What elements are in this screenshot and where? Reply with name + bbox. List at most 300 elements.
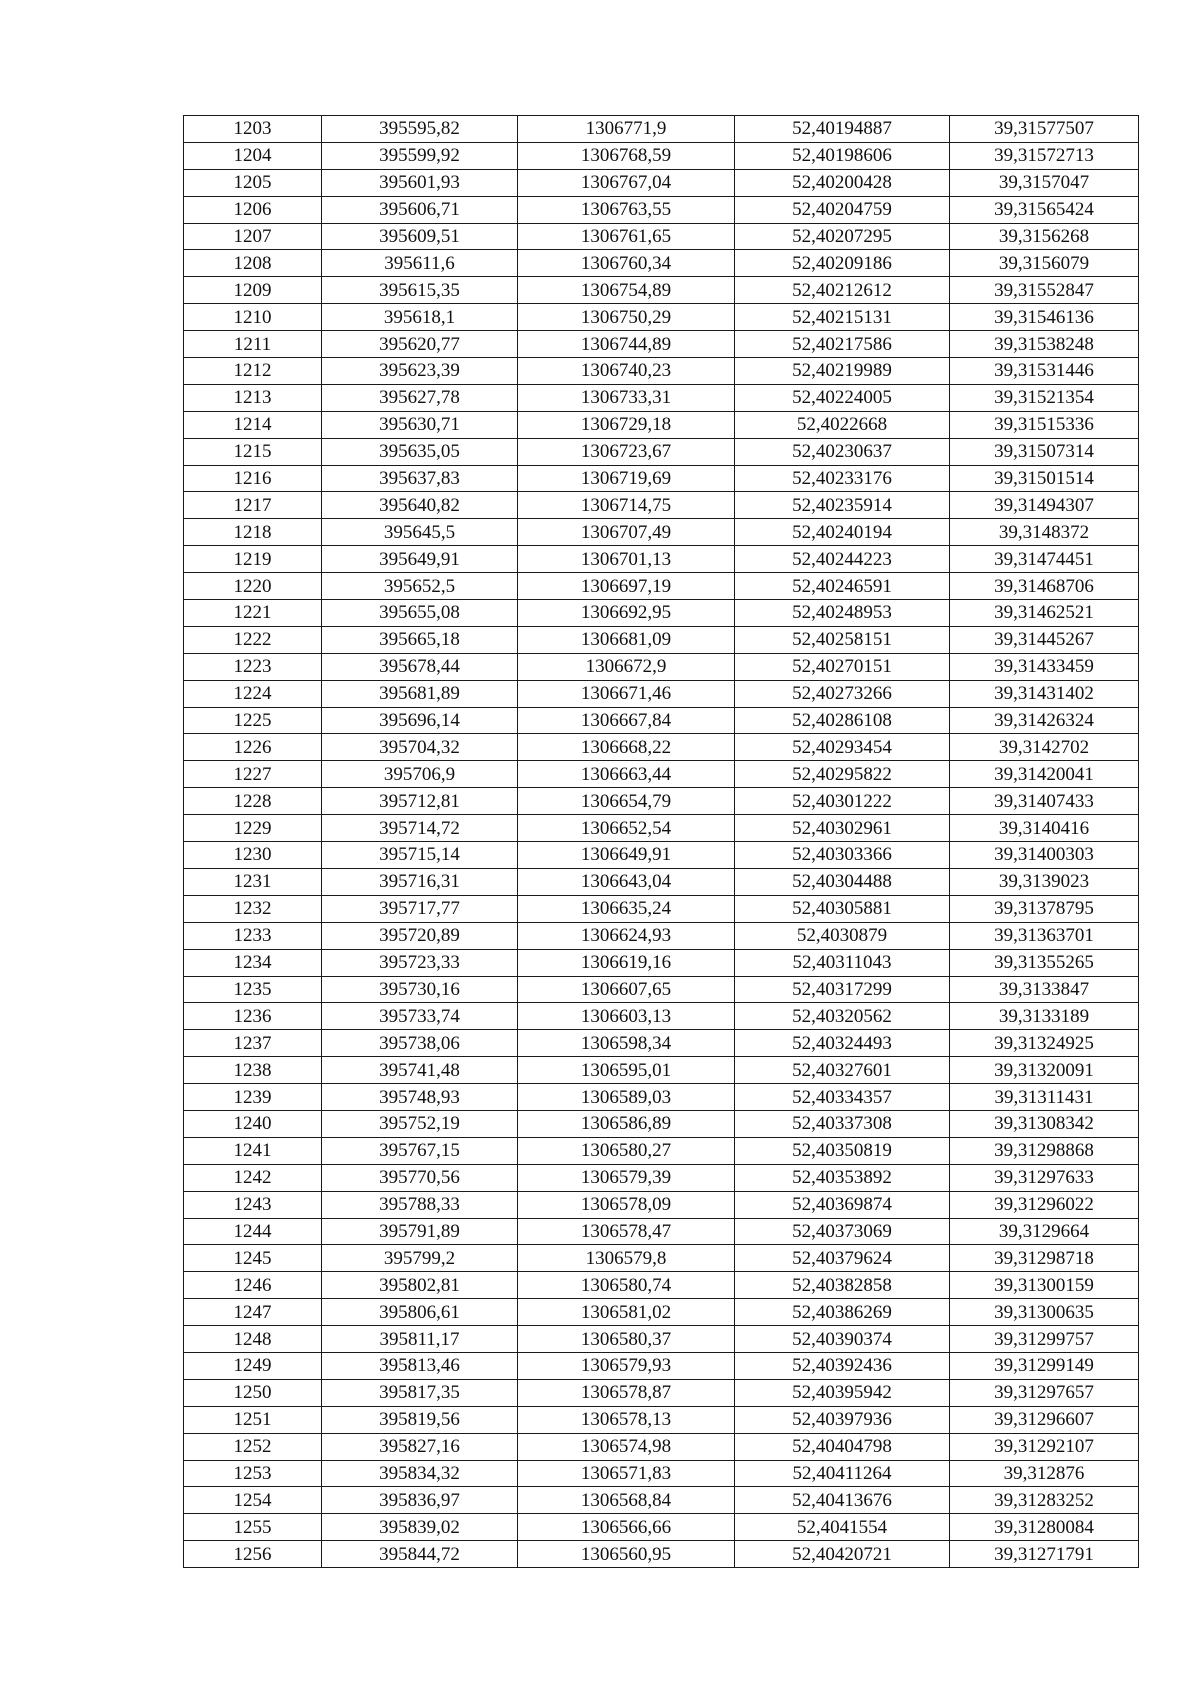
y-coordinate-cell: 1306580,37	[518, 1326, 735, 1353]
latitude-cell: 52,40293454	[735, 734, 950, 761]
x-coordinate-cell: 395601,93	[322, 169, 518, 196]
longitude-cell: 39,31552847	[950, 277, 1139, 304]
point-number-cell: 1248	[184, 1326, 322, 1353]
longitude-cell: 39,31468706	[950, 573, 1139, 600]
latitude-cell: 52,40215131	[735, 304, 950, 331]
point-number-cell: 1232	[184, 895, 322, 922]
y-coordinate-cell: 1306571,83	[518, 1460, 735, 1487]
table-row	[184, 169, 1139, 196]
y-coordinate-cell: 1306760,34	[518, 250, 735, 277]
x-coordinate-cell: 395620,77	[322, 331, 518, 358]
point-number-cell: 1212	[184, 358, 322, 385]
longitude-cell: 39,31300159	[950, 1272, 1139, 1299]
table-row	[184, 492, 1139, 519]
point-number-cell: 1240	[184, 1110, 322, 1137]
y-coordinate-cell: 1306672,9	[518, 653, 735, 680]
y-coordinate-cell: 1306771,9	[518, 116, 735, 143]
table-row	[184, 116, 1139, 143]
table-row	[184, 1460, 1139, 1487]
y-coordinate-cell: 1306729,18	[518, 411, 735, 438]
table-row	[184, 1487, 1139, 1514]
point-number-cell: 1236	[184, 1003, 322, 1030]
longitude-cell: 39,31378795	[950, 895, 1139, 922]
y-coordinate-cell: 1306740,23	[518, 358, 735, 385]
y-coordinate-cell: 1306714,75	[518, 492, 735, 519]
x-coordinate-cell: 395827,16	[322, 1433, 518, 1460]
table-row	[184, 1110, 1139, 1137]
y-coordinate-cell: 1306692,95	[518, 600, 735, 627]
x-coordinate-cell: 395844,72	[322, 1541, 518, 1568]
latitude-cell: 52,40413676	[735, 1487, 950, 1514]
x-coordinate-cell: 395712,81	[322, 788, 518, 815]
point-number-cell: 1227	[184, 761, 322, 788]
longitude-cell: 39,31363701	[950, 922, 1139, 949]
x-coordinate-cell: 395752,19	[322, 1110, 518, 1137]
latitude-cell: 52,40411264	[735, 1460, 950, 1487]
latitude-cell: 52,40301222	[735, 788, 950, 815]
longitude-cell: 39,31283252	[950, 1487, 1139, 1514]
table-row	[184, 546, 1139, 573]
longitude-cell: 39,31280084	[950, 1514, 1139, 1541]
point-number-cell: 1214	[184, 411, 322, 438]
y-coordinate-cell: 1306580,27	[518, 1137, 735, 1164]
x-coordinate-cell: 395730,16	[322, 976, 518, 1003]
y-coordinate-cell: 1306750,29	[518, 304, 735, 331]
x-coordinate-cell: 395802,81	[322, 1272, 518, 1299]
y-coordinate-cell: 1306701,13	[518, 546, 735, 573]
y-coordinate-cell: 1306574,98	[518, 1433, 735, 1460]
x-coordinate-cell: 395606,71	[322, 196, 518, 223]
coordinates-table	[183, 115, 1139, 1568]
longitude-cell: 39,3142702	[950, 734, 1139, 761]
point-number-cell: 1210	[184, 304, 322, 331]
longitude-cell: 39,31565424	[950, 196, 1139, 223]
y-coordinate-cell: 1306652,54	[518, 815, 735, 842]
table-row	[184, 1030, 1139, 1057]
latitude-cell: 52,40353892	[735, 1164, 950, 1191]
y-coordinate-cell: 1306578,47	[518, 1218, 735, 1245]
longitude-cell: 39,31297657	[950, 1379, 1139, 1406]
y-coordinate-cell: 1306578,13	[518, 1406, 735, 1433]
longitude-cell: 39,3156079	[950, 250, 1139, 277]
longitude-cell: 39,3133189	[950, 1003, 1139, 1030]
longitude-cell: 39,31521354	[950, 384, 1139, 411]
latitude-cell: 52,40320562	[735, 1003, 950, 1030]
table-row	[184, 842, 1139, 869]
point-number-cell: 1239	[184, 1084, 322, 1111]
longitude-cell: 39,31300635	[950, 1299, 1139, 1326]
x-coordinate-cell: 395618,1	[322, 304, 518, 331]
point-number-cell: 1234	[184, 949, 322, 976]
table-row	[184, 1137, 1139, 1164]
x-coordinate-cell: 395665,18	[322, 626, 518, 653]
x-coordinate-cell: 395715,14	[322, 842, 518, 869]
point-number-cell: 1252	[184, 1433, 322, 1460]
x-coordinate-cell: 395819,56	[322, 1406, 518, 1433]
longitude-cell: 39,31515336	[950, 411, 1139, 438]
point-number-cell: 1229	[184, 815, 322, 842]
x-coordinate-cell: 395839,02	[322, 1514, 518, 1541]
x-coordinate-cell: 395681,89	[322, 680, 518, 707]
latitude-cell: 52,40258151	[735, 626, 950, 653]
latitude-cell: 52,40392436	[735, 1352, 950, 1379]
latitude-cell: 52,40198606	[735, 142, 950, 169]
point-number-cell: 1228	[184, 788, 322, 815]
point-number-cell: 1249	[184, 1352, 322, 1379]
longitude-cell: 39,3140416	[950, 815, 1139, 842]
point-number-cell: 1255	[184, 1514, 322, 1541]
latitude-cell: 52,4022668	[735, 411, 950, 438]
y-coordinate-cell: 1306671,46	[518, 680, 735, 707]
x-coordinate-cell: 395615,35	[322, 277, 518, 304]
x-coordinate-cell: 395834,32	[322, 1460, 518, 1487]
longitude-cell: 39,31271791	[950, 1541, 1139, 1568]
point-number-cell: 1231	[184, 868, 322, 895]
longitude-cell: 39,31538248	[950, 331, 1139, 358]
y-coordinate-cell: 1306581,02	[518, 1299, 735, 1326]
x-coordinate-cell: 395595,82	[322, 116, 518, 143]
point-number-cell: 1216	[184, 465, 322, 492]
longitude-cell: 39,31445267	[950, 626, 1139, 653]
latitude-cell: 52,40219989	[735, 358, 950, 385]
table-row	[184, 1299, 1139, 1326]
table-row	[184, 949, 1139, 976]
table-row	[184, 1272, 1139, 1299]
x-coordinate-cell: 395720,89	[322, 922, 518, 949]
x-coordinate-cell: 395637,83	[322, 465, 518, 492]
point-number-cell: 1241	[184, 1137, 322, 1164]
latitude-cell: 52,40235914	[735, 492, 950, 519]
table-row	[184, 223, 1139, 250]
table-row	[184, 976, 1139, 1003]
point-number-cell: 1246	[184, 1272, 322, 1299]
y-coordinate-cell: 1306707,49	[518, 519, 735, 546]
point-number-cell: 1217	[184, 492, 322, 519]
table-row	[184, 384, 1139, 411]
y-coordinate-cell: 1306568,84	[518, 1487, 735, 1514]
longitude-cell: 39,31299757	[950, 1326, 1139, 1353]
x-coordinate-cell: 395811,17	[322, 1326, 518, 1353]
table-row	[184, 1218, 1139, 1245]
point-number-cell: 1225	[184, 707, 322, 734]
latitude-cell: 52,40311043	[735, 949, 950, 976]
table-row	[184, 358, 1139, 385]
point-number-cell: 1254	[184, 1487, 322, 1514]
latitude-cell: 52,40240194	[735, 519, 950, 546]
table-row	[184, 519, 1139, 546]
y-coordinate-cell: 1306697,19	[518, 573, 735, 600]
table-row	[184, 868, 1139, 895]
longitude-cell: 39,31577507	[950, 116, 1139, 143]
point-number-cell: 1247	[184, 1299, 322, 1326]
latitude-cell: 52,40305881	[735, 895, 950, 922]
coordinates-table-body	[184, 116, 1139, 1568]
point-number-cell: 1250	[184, 1379, 322, 1406]
y-coordinate-cell: 1306560,95	[518, 1541, 735, 1568]
longitude-cell: 39,31324925	[950, 1030, 1139, 1057]
x-coordinate-cell: 395645,5	[322, 519, 518, 546]
longitude-cell: 39,31531446	[950, 358, 1139, 385]
latitude-cell: 52,40204759	[735, 196, 950, 223]
point-number-cell: 1224	[184, 680, 322, 707]
latitude-cell: 52,40369874	[735, 1191, 950, 1218]
table-row	[184, 680, 1139, 707]
longitude-cell: 39,31311431	[950, 1084, 1139, 1111]
y-coordinate-cell: 1306643,04	[518, 868, 735, 895]
longitude-cell: 39,31298718	[950, 1245, 1139, 1272]
latitude-cell: 52,40327601	[735, 1057, 950, 1084]
point-number-cell: 1220	[184, 573, 322, 600]
y-coordinate-cell: 1306767,04	[518, 169, 735, 196]
latitude-cell: 52,40224005	[735, 384, 950, 411]
point-number-cell: 1206	[184, 196, 322, 223]
longitude-cell: 39,3129664	[950, 1218, 1139, 1245]
longitude-cell: 39,3156268	[950, 223, 1139, 250]
x-coordinate-cell: 395623,39	[322, 358, 518, 385]
y-coordinate-cell: 1306579,39	[518, 1164, 735, 1191]
x-coordinate-cell: 395799,2	[322, 1245, 518, 1272]
latitude-cell: 52,40317299	[735, 976, 950, 1003]
latitude-cell: 52,40200428	[735, 169, 950, 196]
point-number-cell: 1238	[184, 1057, 322, 1084]
table-row	[184, 331, 1139, 358]
point-number-cell: 1213	[184, 384, 322, 411]
y-coordinate-cell: 1306595,01	[518, 1057, 735, 1084]
longitude-cell: 39,31308342	[950, 1110, 1139, 1137]
x-coordinate-cell: 395716,31	[322, 868, 518, 895]
point-number-cell: 1230	[184, 842, 322, 869]
latitude-cell: 52,40217586	[735, 331, 950, 358]
table-row	[184, 922, 1139, 949]
latitude-cell: 52,40244223	[735, 546, 950, 573]
x-coordinate-cell: 395649,91	[322, 546, 518, 573]
y-coordinate-cell: 1306578,87	[518, 1379, 735, 1406]
table-row	[184, 600, 1139, 627]
latitude-cell: 52,40395942	[735, 1379, 950, 1406]
latitude-cell: 52,40350819	[735, 1137, 950, 1164]
y-coordinate-cell: 1306668,22	[518, 734, 735, 761]
point-number-cell: 1243	[184, 1191, 322, 1218]
point-number-cell: 1253	[184, 1460, 322, 1487]
longitude-cell: 39,31426324	[950, 707, 1139, 734]
longitude-cell: 39,3139023	[950, 868, 1139, 895]
point-number-cell: 1237	[184, 1030, 322, 1057]
longitude-cell: 39,31433459	[950, 653, 1139, 680]
y-coordinate-cell: 1306580,74	[518, 1272, 735, 1299]
x-coordinate-cell: 395748,93	[322, 1084, 518, 1111]
y-coordinate-cell: 1306598,34	[518, 1030, 735, 1057]
longitude-cell: 39,31292107	[950, 1433, 1139, 1460]
point-number-cell: 1223	[184, 653, 322, 680]
longitude-cell: 39,31546136	[950, 304, 1139, 331]
y-coordinate-cell: 1306603,13	[518, 1003, 735, 1030]
y-coordinate-cell: 1306733,31	[518, 384, 735, 411]
latitude-cell: 52,40302961	[735, 815, 950, 842]
latitude-cell: 52,40304488	[735, 868, 950, 895]
longitude-cell: 39,31420041	[950, 761, 1139, 788]
y-coordinate-cell: 1306619,16	[518, 949, 735, 976]
x-coordinate-cell: 395599,92	[322, 142, 518, 169]
table-row	[184, 250, 1139, 277]
latitude-cell: 52,40230637	[735, 438, 950, 465]
longitude-cell: 39,31431402	[950, 680, 1139, 707]
x-coordinate-cell: 395678,44	[322, 653, 518, 680]
y-coordinate-cell: 1306649,91	[518, 842, 735, 869]
table-row	[184, 277, 1139, 304]
latitude-cell: 52,40404798	[735, 1433, 950, 1460]
longitude-cell: 39,31474451	[950, 546, 1139, 573]
y-coordinate-cell: 1306607,65	[518, 976, 735, 1003]
latitude-cell: 52,40194887	[735, 116, 950, 143]
latitude-cell: 52,40207295	[735, 223, 950, 250]
table-row	[184, 465, 1139, 492]
y-coordinate-cell: 1306654,79	[518, 788, 735, 815]
longitude-cell: 39,31407433	[950, 788, 1139, 815]
longitude-cell: 39,31298868	[950, 1137, 1139, 1164]
longitude-cell: 39,3148372	[950, 519, 1139, 546]
table-row	[184, 1433, 1139, 1460]
latitude-cell: 52,40382858	[735, 1272, 950, 1299]
latitude-cell: 52,40246591	[735, 573, 950, 600]
point-number-cell: 1256	[184, 1541, 322, 1568]
latitude-cell: 52,40397936	[735, 1406, 950, 1433]
table-row	[184, 1541, 1139, 1568]
x-coordinate-cell: 395806,61	[322, 1299, 518, 1326]
table-row	[184, 1406, 1139, 1433]
longitude-cell: 39,31462521	[950, 600, 1139, 627]
latitude-cell: 52,40379624	[735, 1245, 950, 1272]
x-coordinate-cell: 395655,08	[322, 600, 518, 627]
table-row	[184, 411, 1139, 438]
x-coordinate-cell: 395813,46	[322, 1352, 518, 1379]
x-coordinate-cell: 395640,82	[322, 492, 518, 519]
latitude-cell: 52,40286108	[735, 707, 950, 734]
y-coordinate-cell: 1306744,89	[518, 331, 735, 358]
table-row	[184, 304, 1139, 331]
x-coordinate-cell: 395836,97	[322, 1487, 518, 1514]
longitude-cell: 39,31320091	[950, 1057, 1139, 1084]
longitude-cell: 39,31501514	[950, 465, 1139, 492]
latitude-cell: 52,4030879	[735, 922, 950, 949]
point-number-cell: 1219	[184, 546, 322, 573]
x-coordinate-cell: 395717,77	[322, 895, 518, 922]
latitude-cell: 52,40295822	[735, 761, 950, 788]
x-coordinate-cell: 395791,89	[322, 1218, 518, 1245]
x-coordinate-cell: 395635,05	[322, 438, 518, 465]
table-row	[184, 1326, 1139, 1353]
x-coordinate-cell: 395696,14	[322, 707, 518, 734]
y-coordinate-cell: 1306754,89	[518, 277, 735, 304]
y-coordinate-cell: 1306719,69	[518, 465, 735, 492]
latitude-cell: 52,40233176	[735, 465, 950, 492]
longitude-cell: 39,31572713	[950, 142, 1139, 169]
table-row	[184, 1003, 1139, 1030]
latitude-cell: 52,40273266	[735, 680, 950, 707]
x-coordinate-cell: 395741,48	[322, 1057, 518, 1084]
x-coordinate-cell: 395788,33	[322, 1191, 518, 1218]
latitude-cell: 52,40248953	[735, 600, 950, 627]
latitude-cell: 52,40324493	[735, 1030, 950, 1057]
point-number-cell: 1211	[184, 331, 322, 358]
x-coordinate-cell: 395630,71	[322, 411, 518, 438]
y-coordinate-cell: 1306681,09	[518, 626, 735, 653]
point-number-cell: 1251	[184, 1406, 322, 1433]
y-coordinate-cell: 1306723,67	[518, 438, 735, 465]
x-coordinate-cell: 395733,74	[322, 1003, 518, 1030]
latitude-cell: 52,40386269	[735, 1299, 950, 1326]
y-coordinate-cell: 1306579,8	[518, 1245, 735, 1272]
longitude-cell: 39,31400303	[950, 842, 1139, 869]
x-coordinate-cell: 395706,9	[322, 761, 518, 788]
point-number-cell: 1209	[184, 277, 322, 304]
table-row	[184, 142, 1139, 169]
latitude-cell: 52,40373069	[735, 1218, 950, 1245]
x-coordinate-cell: 395652,5	[322, 573, 518, 600]
table-row	[184, 653, 1139, 680]
longitude-cell: 39,31297633	[950, 1164, 1139, 1191]
table-row	[184, 1514, 1139, 1541]
y-coordinate-cell: 1306663,44	[518, 761, 735, 788]
table-row	[184, 1084, 1139, 1111]
point-number-cell: 1205	[184, 169, 322, 196]
longitude-cell: 39,31299149	[950, 1352, 1139, 1379]
x-coordinate-cell: 395723,33	[322, 949, 518, 976]
latitude-cell: 52,40303366	[735, 842, 950, 869]
y-coordinate-cell: 1306586,89	[518, 1110, 735, 1137]
x-coordinate-cell: 395738,06	[322, 1030, 518, 1057]
latitude-cell: 52,40212612	[735, 277, 950, 304]
y-coordinate-cell: 1306566,66	[518, 1514, 735, 1541]
table-row	[184, 1164, 1139, 1191]
point-number-cell: 1218	[184, 519, 322, 546]
table-row	[184, 1057, 1139, 1084]
point-number-cell: 1242	[184, 1164, 322, 1191]
point-number-cell: 1244	[184, 1218, 322, 1245]
y-coordinate-cell: 1306667,84	[518, 707, 735, 734]
y-coordinate-cell: 1306768,59	[518, 142, 735, 169]
latitude-cell: 52,40420721	[735, 1541, 950, 1568]
x-coordinate-cell: 395767,15	[322, 1137, 518, 1164]
point-number-cell: 1245	[184, 1245, 322, 1272]
point-number-cell: 1203	[184, 116, 322, 143]
table-row	[184, 788, 1139, 815]
point-number-cell: 1207	[184, 223, 322, 250]
point-number-cell: 1233	[184, 922, 322, 949]
latitude-cell: 52,40390374	[735, 1326, 950, 1353]
x-coordinate-cell: 395611,6	[322, 250, 518, 277]
table-row	[184, 895, 1139, 922]
point-number-cell: 1215	[184, 438, 322, 465]
longitude-cell: 39,3157047	[950, 169, 1139, 196]
y-coordinate-cell: 1306579,93	[518, 1352, 735, 1379]
table-row	[184, 1352, 1139, 1379]
table-row	[184, 815, 1139, 842]
point-number-cell: 1226	[184, 734, 322, 761]
y-coordinate-cell: 1306763,55	[518, 196, 735, 223]
table-row	[184, 1191, 1139, 1218]
x-coordinate-cell: 395609,51	[322, 223, 518, 250]
y-coordinate-cell: 1306624,93	[518, 922, 735, 949]
x-coordinate-cell: 395627,78	[322, 384, 518, 411]
longitude-cell: 39,31507314	[950, 438, 1139, 465]
table-row	[184, 1245, 1139, 1272]
latitude-cell: 52,40270151	[735, 653, 950, 680]
table-row	[184, 1379, 1139, 1406]
point-number-cell: 1222	[184, 626, 322, 653]
y-coordinate-cell: 1306589,03	[518, 1084, 735, 1111]
latitude-cell: 52,40209186	[735, 250, 950, 277]
point-number-cell: 1221	[184, 600, 322, 627]
